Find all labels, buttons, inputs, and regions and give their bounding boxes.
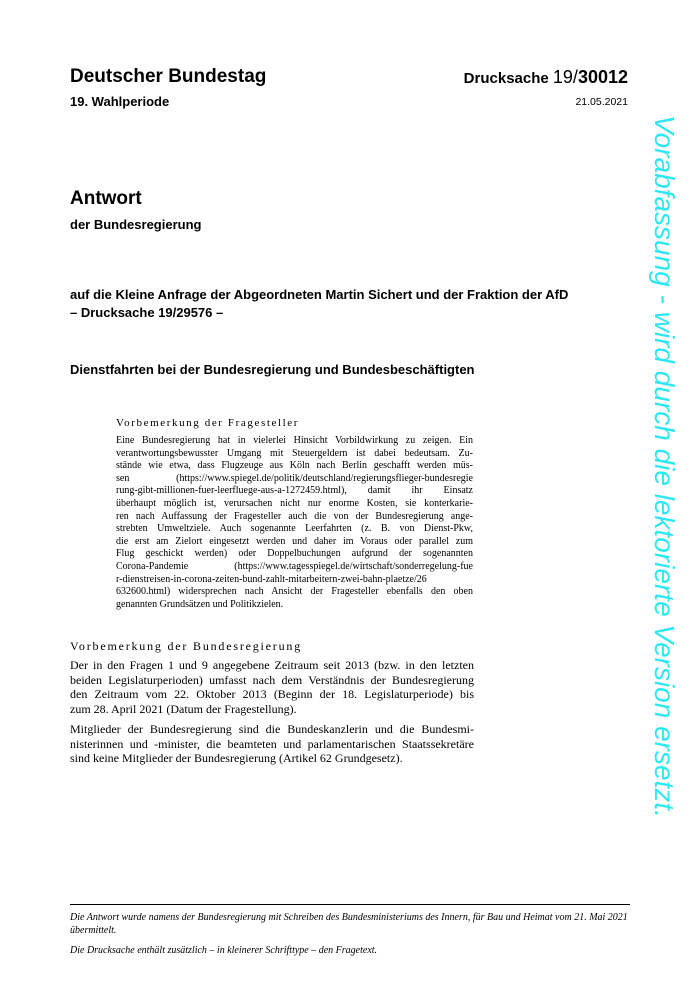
- text-line: zum 28. April 2021 (Datum der Fragestellung).: [70, 701, 297, 716]
- document-date: 21.05.2021: [575, 96, 628, 108]
- text-line: nisterinnen und -minister, die beamteten und parlamentarischen Staatssekretäre: [70, 736, 474, 751]
- vorbemerkung-bundesregierung-paragraph-2: [70, 722, 474, 766]
- text-line: beiden Legislaturperioden) umfasst nach dem Verständnis der Bundesregierung: [70, 672, 474, 687]
- vorbemerkung-bundesregierung-paragraph-1: [70, 658, 474, 716]
- vorbemerkung-fragesteller-title: Vorbemerkung der Fragesteller: [116, 417, 300, 429]
- draft-watermark-text: Vorabfassung - wird durch die lektorierte Version ersetzt.: [649, 115, 680, 818]
- text-line: 632600.html) widersprechen nach Ansicht der Fragesteller ebenfalls den oben: [116, 586, 473, 598]
- subject-title: Dienstfahrten bei der Bundesregierung und Bundesbeschäftigten: [70, 362, 475, 377]
- footer-note-fragetext: Die Drucksache enthält zusätzlich – in kleinerer Schrifttype – den Fragetext.: [70, 945, 378, 956]
- text-line: sen (https://www.spiegel.de/politik/deutschland/regierungsflieger-bundesregie: [116, 472, 473, 484]
- document-heading: Antwort: [70, 188, 142, 209]
- text-line: die erst am Zielort eingesetzt werden und daher im Voraus oder parallel zum: [116, 535, 473, 547]
- document-subheading: der Bundesregierung: [70, 217, 202, 232]
- wahlperiode: 19. Wahlperiode: [70, 94, 170, 109]
- text-line: genannten Grundsätzen und Politikzielen.: [116, 598, 284, 610]
- footer-divider: [70, 904, 630, 905]
- drucksache-prefix: 19/: [552, 67, 578, 87]
- text-line: Flug geschickt werden) oder Doppelbuchungen aufgrund der sogenannten: [116, 548, 473, 560]
- text-line: ren nach Auffassung der Fragesteller auch die von der Bundesregierung ange-: [116, 510, 473, 522]
- drucksache-number: [464, 67, 628, 88]
- drucksache-num: 30012: [577, 67, 628, 87]
- text-line: Mitglieder der Bundesregierung sind die Bundeskanzlerin und die Bundesmi-: [70, 722, 474, 736]
- vorbemerkung-fragesteller-text: [116, 435, 473, 611]
- anfrage-line-1: auf die Kleine Anfrage der Abgeordneten Martin Sichert und der Fraktion der AfD: [70, 287, 569, 302]
- vorbemerkung-bundesregierung-title: Vorbemerkung der Bundesregierung: [70, 639, 302, 653]
- text-line: Corona-Pandemie (https://www.tagesspiegel.de/wirtschaft/sonderregelung-fue: [116, 560, 473, 572]
- text-line: überhaupt möglich ist, verursachen nicht nur enorme Kosten, sie konterkarie-: [116, 497, 473, 509]
- draft-watermark: [650, 115, 680, 880]
- text-line: Eine Bundesregierung hat in vielerlei Hinsicht Vorbildwirkung zu zeigen. Ein: [116, 435, 473, 446]
- footer-note-transmission: Die Antwort wurde namens der Bundesregierung mit Schreiben des Bundesministeriums des Innern, für Bau und Heimat vom 21. Mai 2021 übermittelt.: [70, 912, 628, 936]
- text-line: den Zeitraum vom 22. Oktober 2013 (Beginn der 18. Legislaturperiode) bis: [70, 687, 474, 702]
- organization-title: Deutscher Bundestag: [70, 66, 267, 87]
- text-line: verantwortungsbewusster Umgang mit Steuergeldern ist dabei bedeutsam. Zu-: [116, 447, 473, 459]
- text-line: sind keine Mitglieder der Bundesregierung (Artikel 62 Grundgesetz).: [70, 751, 403, 766]
- text-line: r-dienstreisen-in-corona-zeiten-bund-zahlt-mitarbeitern-zwei-bahn-plaetze/26: [116, 573, 427, 585]
- text-line: Der in den Fragen 1 und 9 angegebene Zeitraum seit 2013 (bzw. in den letzten: [70, 658, 474, 672]
- text-line: rung-gibt-millionen-fuer-leerfluege-aus-a-1272459.html), damit ihr Einsatz: [116, 485, 473, 497]
- text-line: stände wie etwa, dass Flugzeuge aus Köln nach Berlin geschafft werden müs-: [116, 460, 473, 472]
- text-line: strebten Umweltziele. Auch sogenannte Leerfahrten (z. B. von Dienst-Pkw,: [116, 523, 473, 535]
- drucksache-label: Drucksache: [463, 70, 549, 87]
- anfrage-line-2: – Drucksache 19/29576 –: [70, 305, 224, 320]
